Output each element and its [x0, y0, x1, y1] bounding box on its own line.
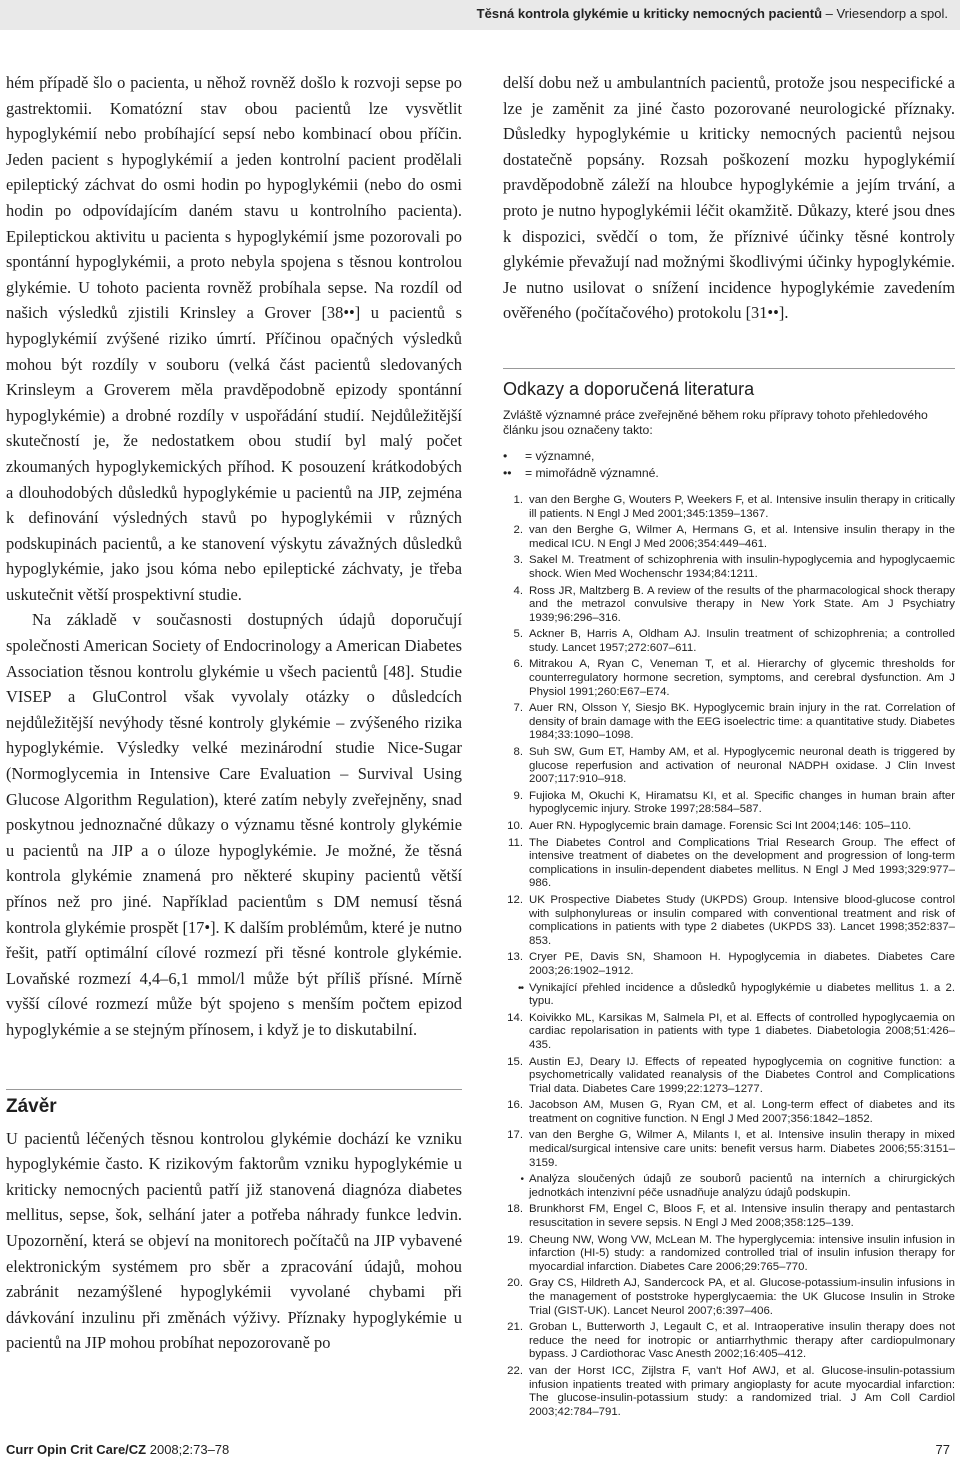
paragraph-1: hém případě šlo o pacienta, u něhož rovněž došlo k rozvoji sepse po gastrektomii. Komatózní stav obou pacientů lze vysvětlit hypoglykémií nebo probíhající sepsí nebo kombinací obou příčin. Jeden pacient s hypoglykémií a jeden kontrolní pacient prodělali epileptický záchvat do osmi hodin po hypoglykémii (nebo do osmi hodin po odpovídajícím daném stavu u kontrolního pacienta). Epileptickou aktivitu u pacienta s hypoglykémií jsme pozorovali po spontánní hypoglykémii, a proto nebyla spojena s těsnou kontrolou glykémie. U tohoto pacienta rovněž probíhala sepse. Na rozdíl od našich výsledků zjistili Krinsley a Grover [38••] u pacientů s hypoglykémií zvýšené riziko úmrtí. Příčinou opačných výsledků mohou být rozdíly v souboru (velká část pacientů sledovaných Krinsleym a Groverem měla pravděpodobně epizody spontánní hypoglykémie) a drobné rozdíly v uspořádání studií. Nejdůležitější skutečností je, že nedostatkem obou studií byl malý počet zkoumaných hypoglykemických příhod. K posouzení krátkodobých a dlouhodobých důsledků hypoglykémie u pacientů na JIP, zejména k definování výsledných stavů po hypoglykémii v různých podskupinách pacientů, a ke stanovení výskytu závažných důsledků hypoglykémie, jako jsou kóma nebo epileptické záchvaty, je třeba uskutečnit větší prospektivní studie. — [6, 73, 462, 604]
reference-number: 9. — [513, 789, 523, 802]
reference-annotation — [503, 982, 955, 1009]
conclusion-heading: Závěr — [6, 1095, 57, 1117]
references-heading: Odkazy a doporučená literatura — [503, 378, 755, 399]
references-divider — [503, 368, 955, 369]
reference-text: Auer RN. Hypoglycemic brain damage. Forensic Sci Int 2004;146: 105–110. — [529, 820, 912, 832]
footer-citation — [6, 1442, 229, 1457]
reference-number: 20. — [507, 1277, 523, 1290]
reference-text: Auer RN, Olsson Y, Siesjo BK. Hypoglycemic brain injury in the rat. Correlation of density of brain damage with the EEG isoelectric time: a quantitative study. Diabetes 1984;33:1090–1098. — [529, 702, 955, 742]
paragraph-2: Na základě v současnosti dostupných údajů doporučují společnosti American Society of Endocrinology a American Diabetes Association těsnou kontrolu glykémie u všech pacientů [48]. Studie VISEP a GluControl však vyvolaly otázky o důsledcích nejdůležitější nevýhody těsné kontroly glykémie – zvýšeného rizika hypoglykémie. Výsledky velké mezinárodní studie Nice-Sugar (Normoglycemia in Intensive Care Evaluation – Survival Using Glucose Algorithm Regulation), které zatím nebyly zveřejněny, snad poskytnou jednoznačné důkazy o významu těsné kontroly glykémie u pacientů na JIP a o úloze hypoglykémie. Je možné, že těsná kontrola glykémie znamená pro některé skupiny pacientů větší přínos než pro jiné. Například pacientům s DM nemusí těsná kontrola glykémie prospět [17•]. K dalším problémům, které je nutno řešit, patří optimální cílové rozmezí při těsné kontrole glykémie. Lovaňské rozmezí 4,4–6,1 mmol/l může být příliš přísné. Mírně vyšší cílové rozmezí může být spojeno s menším počtem epizod hypoglykémie a se stejným přínosem, i když je to diskutabilní. — [6, 610, 462, 1039]
reference-annotation — [503, 1173, 955, 1200]
reference-number: •• — [517, 982, 523, 994]
reference-number: 4. — [513, 584, 523, 597]
reference-text: Koivikko ML, Karsikas M, Salmela PI, et al. Effects of controlled hypoglycaemia on cardiac repolarisation in patients with type 1 diabetes. Diabetologia 2008;51:426–435. — [529, 1011, 955, 1051]
reference-text: UK Prospective Diabetes Study (UKPDS) Group. Intensive blood-glucose control with sulphonylureas or insulin compared with conventional treatment and risk of complications in patients with type 2 diabetes (UKPDS 33). Lancet 1998;352:837–853. — [529, 893, 955, 947]
legend-very-significant — [503, 465, 955, 482]
reference-text: Cheung NW, Wong VW, McLean M. The hyperglycemia: intensive insulin infusion in infarction (HI-5) study: a randomized controlled trial of insulin infusion therapy for myocardial infarction. Diabetes Care 2006;29:765–770. — [529, 1233, 955, 1273]
reference-item — [503, 790, 955, 817]
footer-volume: 2008;2:73–78 — [146, 1442, 230, 1457]
reference-item — [503, 658, 955, 699]
reference-item — [503, 702, 955, 743]
left-column — [6, 70, 462, 1356]
reference-text: Sakel M. Treatment of schizophrenia with insulin-hypoglycemia and hypoglycaemic shock. Wien Med Wochenschr 1934;84:1211. — [529, 554, 955, 580]
reference-number: 5. — [513, 628, 523, 641]
reference-item — [503, 894, 955, 948]
reference-text: van den Berghe G, Wilmer A, Hermans G, et al. Intensive insulin therapy in the medical ICU. N Engl J Med 2006;354:449–461. — [529, 524, 955, 550]
footer-journal: Curr Opin Crit Care/CZ — [6, 1442, 147, 1457]
reference-number: 15. — [507, 1055, 523, 1068]
reference-number: 14. — [507, 1011, 523, 1024]
reference-item — [503, 585, 955, 626]
reference-number: 1. — [513, 493, 523, 506]
reference-text: Ross JR, Maltzberg B. A review of the results of the pharmacological shock therapy and the metrazol convulsive therapy in New York State. Am J Psychiatry 1939;96:296–316. — [529, 584, 955, 624]
reference-item — [503, 951, 955, 978]
reference-number: 22. — [507, 1364, 523, 1377]
reference-item — [503, 554, 955, 581]
running-title: Těsná kontrola glykémie u kriticky nemocných pacientů — [476, 6, 823, 21]
legend-text: = významné, — [525, 448, 595, 463]
reference-list — [503, 494, 955, 1419]
reference-text: Suh SW, Gum ET, Hamby AM, et al. Hypoglycemic neuronal death is triggered by glucose reperfusion and activation of neuronal NADPH oxidase. J Clin Invest 2007;117:910–918. — [529, 746, 955, 786]
reference-text: The Diabetes Control and Complications Trial Research Group. The effect of intensive treatment of diabetes on the development and progression of long-term complications in insulin-dependent diabetes mellitus. N Engl J Med 1993;329:977–986. — [529, 836, 955, 890]
reference-number: 19. — [507, 1233, 523, 1246]
reference-item — [503, 494, 955, 521]
legend-bullet: •• — [503, 465, 512, 480]
section-divider — [6, 1089, 462, 1090]
reference-item — [503, 1203, 955, 1230]
reference-item — [503, 1321, 955, 1362]
reference-item — [503, 1234, 955, 1275]
reference-number: 11. — [508, 836, 523, 849]
reference-item — [503, 524, 955, 551]
reference-number: • — [520, 1174, 523, 1186]
reference-number: 16. — [507, 1099, 523, 1112]
reference-text: Analýza sloučených údajů ze souborů pacientů na interních a chirurgických jednotkách intenzivní péče usnadňuje analýzu údajů podskupin. — [529, 1173, 955, 1199]
reference-number: 8. — [513, 746, 523, 759]
page-number: 77 — [935, 1442, 950, 1457]
conclusion-paragraph: U pacientů léčených těsnou kontrolou glykémie dochází ke vzniku hypoglykémie často. K rizikovým faktorům vzniku hypoglykémie u kriticky nemocných pacientů patří již stanovená diagnóza diabetes mellitus, sepse, šok, selhání jater a potřeba náhrady funkce ledvin. Upozornění, která se objeví na monitorech počítačů na JIP vybavené elektronickým systémem pro sběr a zpracování údajů, mohou zabránit nezamýšlené hypoglykémii vyvolané chybami při dávkování inzulinu při změnách výživy. Příznaky hypoglykémie u pacientů na JIP mohou probíhat nepozorovaně po — [6, 1128, 462, 1353]
references-note: Zvláště významné práce zveřejněné během roku přípravy tohoto přehledového článku jsou označeny takto: — [503, 407, 928, 437]
reference-text: Groban L, Butterworth J, Legault C, et al. Intraoperative insulin therapy does not reduce the need for inotropic or antiarrhythmic therapy after cardiopulmonary bypass. J Cardiothorac Vasc Anesth 2002;16:405–412. — [529, 1321, 955, 1361]
reference-number: 21. — [507, 1321, 523, 1334]
reference-number: 2. — [513, 524, 523, 537]
reference-item — [503, 820, 955, 834]
reference-item — [503, 837, 955, 891]
running-authors: – Vriesendorp a spol. — [822, 6, 948, 21]
reference-text: Ackner B, Harris A, Oldham AJ. Insulin treatment of schizophrenia; a controlled study. Lancet 1957;272:607–611. — [529, 628, 955, 654]
running-head — [477, 6, 948, 21]
reference-text: Austin EJ, Deary IJ. Effects of repeated hypoglycemia on cognitive function: a psychometrically validated reanalysis of the Diabetes Control and Complications Trial data. Diabetes Care 1999;22:1273–1277. — [529, 1055, 955, 1095]
reference-text: van der Horst ICC, Zijlstra F, van't Hof AWJ, et al. Glucose-insulin-potassium infusion inpatients treated with primary angioplasty for acute myocardial infarction: The glucose-insulin-potassium study: a randomized trial. J Am Coll Cardiol 2003;42:784–791. — [529, 1364, 955, 1418]
legend-bullet: • — [503, 448, 508, 463]
reference-item — [503, 1277, 955, 1318]
reference-text: Jacobson AM, Musen G, Ryan CM, et al. Long-term effect of diabetes and its treatment on cognitive function. N Engl J Med 2007;356:1842–1852. — [529, 1099, 955, 1125]
reference-item — [503, 1365, 955, 1419]
reference-text: Gray CS, Hildreth AJ, Sandercock PA, et al. Glucose-potassium-insulin infusions in the management of poststroke hyperglycaemia: the UK Glucose Insulin in Stroke Trial (GIST-UK). Lancet Neurol 2007;6:397–406. — [529, 1277, 955, 1317]
reference-text: Cryer PE, Davis SN, Shamoon H. Hypoglycemia in diabetes. Diabetes Care 2003;26:1902–1912. — [529, 951, 955, 977]
reference-text: van den Berghe G, Wilmer A, Milants I, et al. Intensive insulin therapy in mixed medical/surgical intensive care units: benefit versus harm. Diabetes 2006;55:3151–3159. — [529, 1129, 955, 1169]
reference-number: 10. — [507, 820, 523, 832]
reference-text: Brunkhorst FM, Engel C, Bloos F, et al. Intensive insulin therapy and pentastarch resuscitation in severe sepsis. N Engl J Med 2008;358:125–139. — [529, 1203, 955, 1230]
reference-item — [503, 628, 955, 655]
reference-item — [503, 746, 955, 787]
reference-item — [503, 1012, 955, 1053]
reference-number: 6. — [513, 658, 523, 671]
right-column — [503, 70, 955, 1422]
reference-item — [503, 1099, 955, 1126]
reference-item — [503, 1056, 955, 1097]
reference-text: Mitrakou A, Ryan C, Veneman T, et al. Hierarchy of glycemic thresholds for counterregulatory hormone secretion, symptoms, and cerebral dysfunction. Am J Physiol 1991;260:E67–E74. — [529, 658, 955, 698]
reference-number: 17. — [507, 1129, 523, 1142]
running-header-bar — [0, 0, 960, 30]
reference-text: Vynikající přehled incidence a důsledků hypoglykémie u diabetes mellitus 1. a 2. typu. — [529, 981, 955, 1008]
reference-number: 7. — [513, 702, 523, 715]
legend-text: = mimořádně významné. — [525, 465, 659, 480]
reference-text: van den Berghe G, Wouters P, Weekers F, et al. Intensive insulin therapy in critically ill patients. N Engl J Med 2001;345:1359–1367. — [529, 493, 955, 520]
reference-number: 18. — [507, 1203, 523, 1216]
right-paragraph: delší dobu než u ambulantních pacientů, protože jsou nespecifické a lze je zaměnit za jiné často pozorované neurologické příznaky. Důsledky hypoglykémie u kriticky nemocných pacientů nejsou dostatečně popsány. Rozsah poškození mozku hypoglykémií pravděpodobně záleží na hloubce hypoglykémie a jejím trvání, a proto je nutno hypoglykémii léčit okamžitě. Důkazy, které jsou dnes k dispozici, svědčí o tom, že příznivé účinky těsné kontroly glykémie převažují nad možnými škodlivými účinky hypoglykémie. Je nutno usilovat o snížení incidence hypoglykémie zavedením ověřeného (počítačového) protokolu [31••]. — [503, 73, 955, 323]
reference-item — [503, 1129, 955, 1170]
reference-number: 12. — [507, 893, 523, 906]
reference-number: 3. — [513, 554, 523, 567]
legend-significant — [503, 448, 955, 465]
reference-text: Fujioka M, Okuchi K, Hiramatsu KI, et al. Specific changes in human brain after hypoglycemic injury. Stroke 1997;28:584–587. — [529, 789, 955, 816]
reference-number: 13. — [507, 951, 523, 964]
